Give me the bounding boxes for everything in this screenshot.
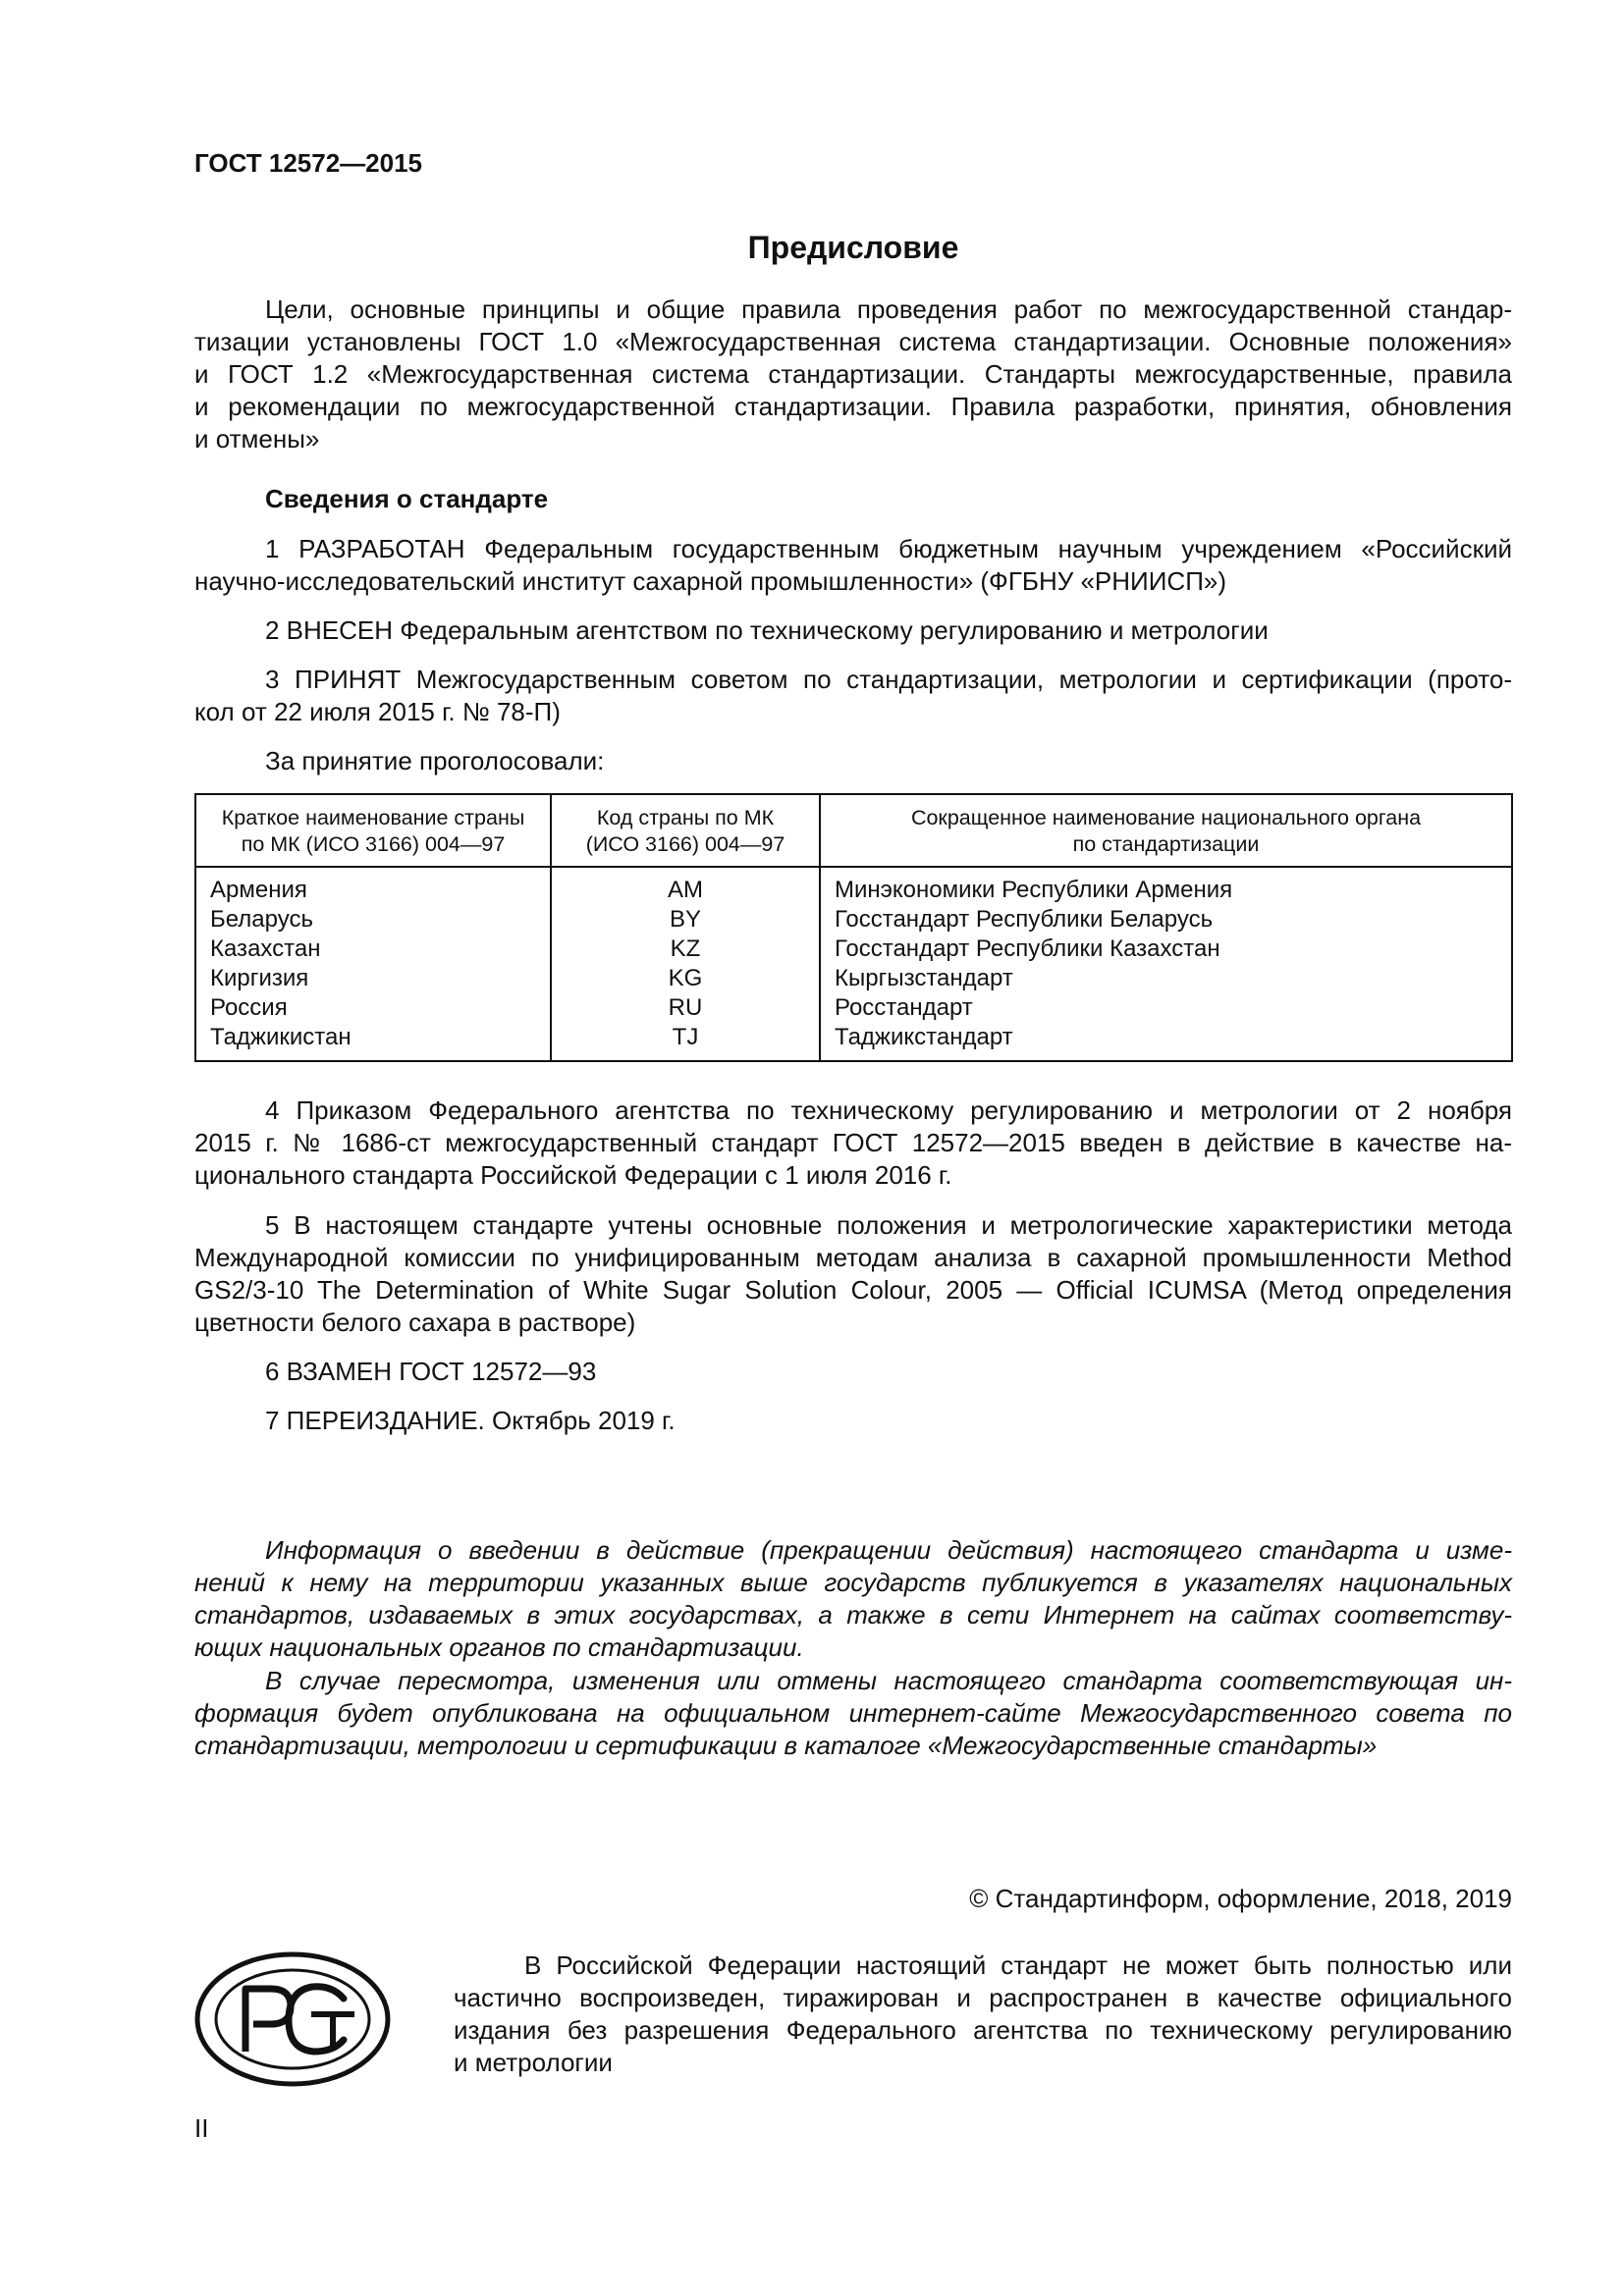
note-line: формация будет опубликована на официальном интернет-сайте Межгосударственного совета по: [194, 1698, 1512, 1728]
cell-code: KZ: [551, 934, 820, 964]
cell-country: Киргизия: [195, 964, 551, 993]
item-line: ционального стандарта Российской Федерации с 1 июля 2016 г.: [194, 1160, 952, 1190]
intro-line: и отмены»: [194, 424, 320, 454]
reproduction-notice: [454, 1949, 1512, 2079]
notice-line: частично воспроизведен, тиражирован и распространен в качестве официального: [454, 1983, 1512, 2012]
item-reissue: 7 ПЕРЕИЗДАНИЕ. Октябрь 2019 г.: [265, 1406, 676, 1435]
header-country: [195, 794, 551, 867]
item-line: научно-исследовательский институт сахарной промышленности» (ФГБНУ «РНИИСП»): [194, 566, 1227, 596]
item-line: 5 В настоящем стандарте учтены основные положения и метрологические характеристики метода: [265, 1210, 1512, 1240]
cell-country: Казахстан: [195, 934, 551, 964]
item-line: Международной комиссии по унифицированным методам анализа в сахарной промышленности Method: [194, 1243, 1512, 1272]
cell-body: Кыргызстандарт: [820, 964, 1512, 993]
cell-country: Беларусь: [195, 905, 551, 934]
table-row: [195, 905, 1512, 934]
note-line: Информация о введении в действие (прекращении действия) настоящего стандарта и изме-: [265, 1535, 1512, 1565]
header-line: по стандартизации: [1072, 832, 1260, 856]
cell-body: Госстандарт Республики Беларусь: [820, 905, 1512, 934]
cell-body: Росстандарт: [820, 993, 1512, 1023]
table-row: [195, 934, 1512, 964]
item-line: 2015 г. № 1686-ст межгосударственный стандарт ГОСТ 12572—2015 введен в действие в качестве на-: [194, 1128, 1512, 1157]
standard-info-heading: Сведения о стандарте: [265, 484, 549, 513]
cell-body: Госстандарт Республики Казахстан: [820, 934, 1512, 964]
cell-code: TJ: [551, 1023, 820, 1061]
item-replaces: 6 ВЗАМЕН ГОСТ 12572—93: [265, 1357, 597, 1386]
item-order: [194, 1095, 1512, 1192]
item-line: кол от 22 июля 2015 г. № 78-П): [194, 697, 561, 726]
page-title: Предисловие: [747, 230, 959, 265]
intro-line: тизации установлены ГОСТ 1.0 «Межгосударственная система стандартизации. Основные положения»: [194, 327, 1512, 356]
note-line: нений к нему на территории указанных выше государств публикуется в указателях национальных: [194, 1568, 1512, 1597]
note-line: стандартов, издаваемых в этих государствах, а также в сети Интернет на сайтах соответству-: [194, 1600, 1512, 1629]
header-body: [820, 794, 1512, 867]
note-line: стандартизации, метрологии и сертификации в каталоге «Межгосударственные стандарты»: [194, 1731, 1378, 1760]
intro-line: Цели, основные принципы и общие правила проведения работ по межгосударственной стандар-: [265, 294, 1512, 324]
cell-code: BY: [551, 905, 820, 934]
votes-table: [194, 793, 1513, 1062]
page-number: II: [194, 2113, 209, 2143]
italic-note-1: [194, 1534, 1512, 1664]
intro-line: и ГОСТ 1.2 «Межгосударственная система стандартизации. Стандарты межгосударственные, правила: [194, 359, 1512, 389]
header-line: Краткое наименование страны: [221, 806, 525, 829]
item-line: GS2/3-10 The Determination of White Sugar Solution Colour, 2005 — Official ICUMSA (Метод определения: [194, 1275, 1512, 1305]
cell-country: Россия: [195, 993, 551, 1023]
italic-note-2: [194, 1665, 1512, 1762]
notice-line: издания без разрешения Федерального агентства по техническому регулированию: [454, 2015, 1512, 2045]
header-code: [551, 794, 820, 867]
cell-country: Армения: [195, 867, 551, 905]
cell-code: RU: [551, 993, 820, 1023]
item-line: цветности белого сахара в растворе): [194, 1308, 636, 1337]
header-line: (ИСО 3166) 004—97: [585, 832, 785, 856]
item-introduced: 2 ВНЕСЕН Федеральным агентством по техническому регулированию и метрологии: [265, 615, 1269, 645]
header-line: Код страны по МК: [596, 806, 775, 829]
note-line: В случае пересмотра, изменения или отмены настоящего стандарта соответствующая ин-: [265, 1666, 1512, 1695]
table-header-row: [195, 794, 1512, 867]
item-line: 4 Приказом Федерального агентства по техническому регулированию и метрологии от 2 ноября: [265, 1095, 1512, 1125]
cell-code: AM: [551, 867, 820, 905]
copyright-line: © Стандартинформ, оформление, 2018, 2019: [969, 1884, 1512, 1913]
note-line: ющих национальных органов по стандартизации.: [194, 1632, 804, 1662]
cell-body: Таджикстандарт: [820, 1023, 1512, 1061]
item-developed: [194, 533, 1512, 598]
notice-line: В Российской Федерации настоящий стандарт не может быть полностью или: [524, 1950, 1512, 1980]
item-line: 3 ПРИНЯТ Межгосударственным советом по стандартизации, метрологии и сертификации (прото-: [265, 665, 1512, 694]
pct-certification-mark-icon: [194, 1951, 391, 2087]
notice-line: и метрологии: [454, 2048, 613, 2077]
table-row: [195, 964, 1512, 993]
table-row: [195, 993, 1512, 1023]
item-adopted: [194, 664, 1512, 728]
item-method: [194, 1209, 1512, 1339]
intro-line: и рекомендации по межгосударственной стандартизации. Правила разработки, принятия, обновления: [194, 392, 1512, 421]
table-row: [195, 1023, 1512, 1061]
intro-paragraph: [194, 294, 1512, 455]
header-line: Сокращенное наименование национального органа: [910, 806, 1422, 829]
item-line: 1 РАЗРАБОТАН Федеральным государственным бюджетным научным учреждением «Российский: [265, 534, 1512, 563]
table-row: [195, 867, 1512, 905]
cell-code: KG: [551, 964, 820, 993]
document-code: ГОСТ 12572—2015: [194, 148, 422, 178]
voted-label: За принятие проголосовали:: [265, 746, 605, 775]
cell-body: Минэкономики Республики Армения: [820, 867, 1512, 905]
cell-country: Таджикистан: [195, 1023, 551, 1061]
header-line: по МК (ИСО 3166) 004—97: [241, 832, 506, 856]
